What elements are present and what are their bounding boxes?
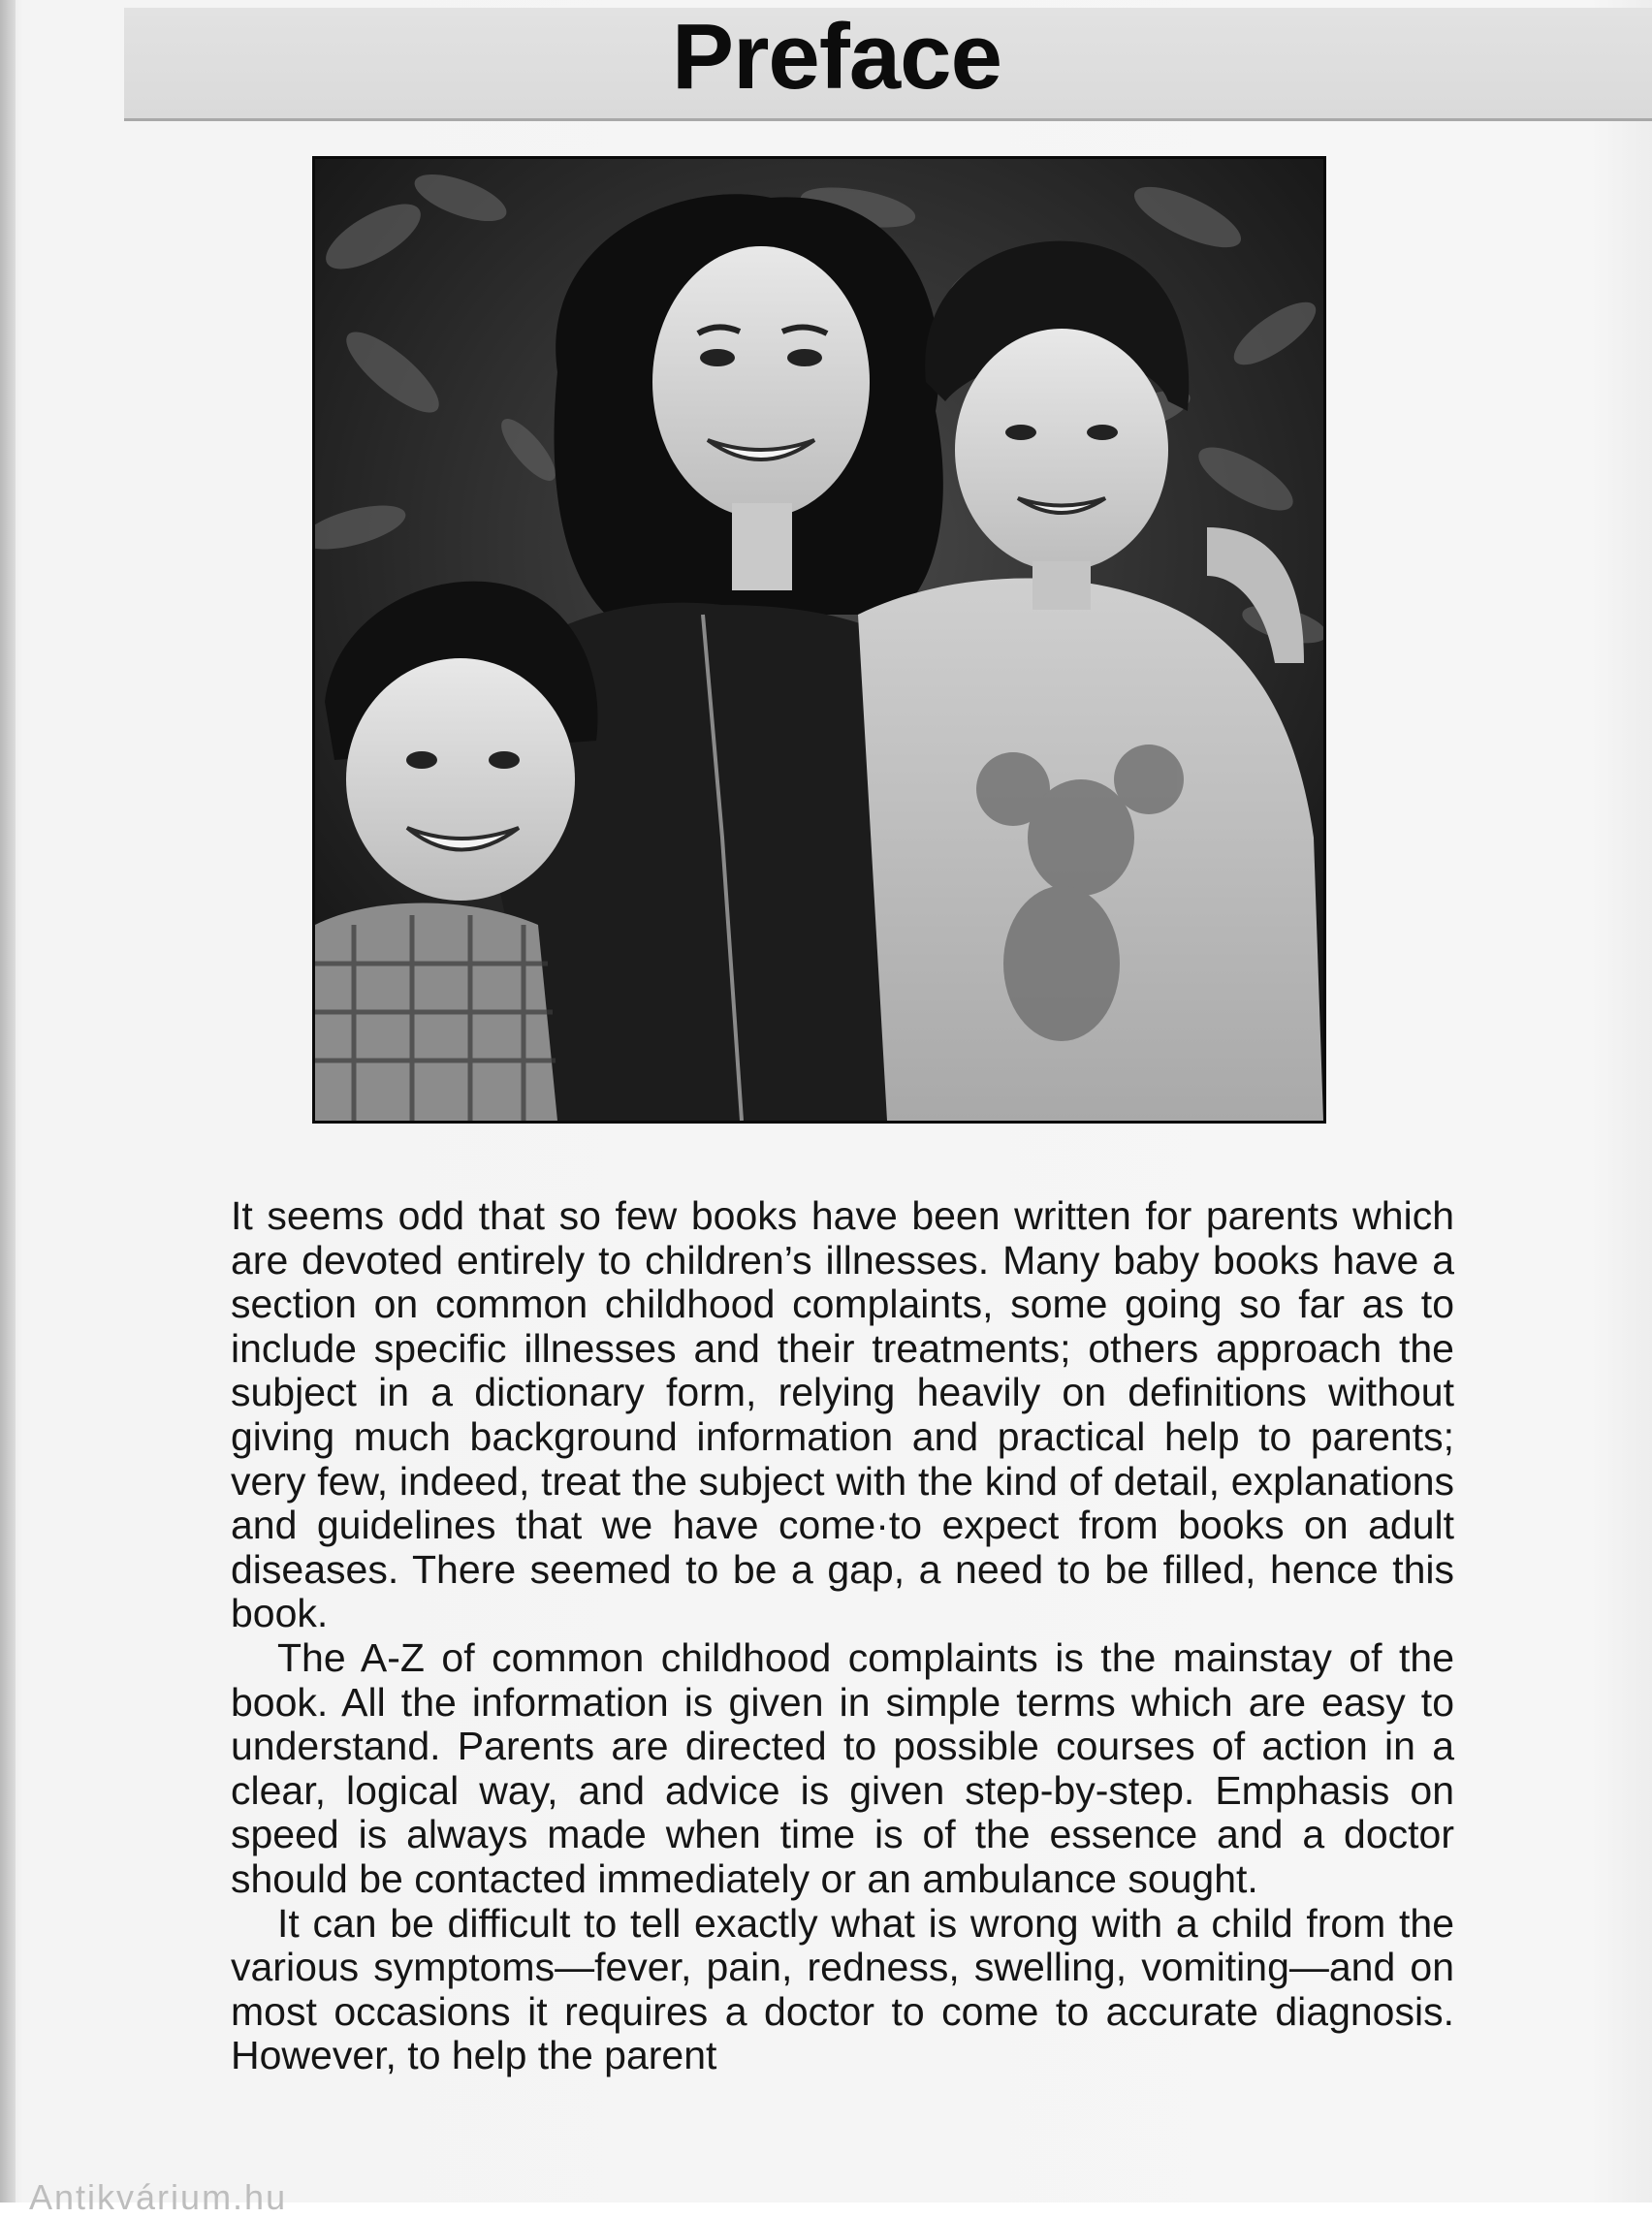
paragraph-1: It seems odd that so few books have been written for parents which are devoted entirely to children’s illnesses. Many baby books have a section on common childhood complaints, some going so far as to include specific illnesses and their treatments; others approach the subject in a dictionary form, relying heavily on definitions without giving much background information and practical help to parents; very few, indeed, treat the subject with the kind of detail, explanations and guidelines that we have come·to expect from books on adult diseases. There seemed to be a gap, a need to be filled, hence this book. — [231, 1193, 1454, 1636]
page-spine-shadow — [0, 0, 16, 2202]
paragraph-3: It can be difficult to tell exactly what is wrong with a child from the various symptoms—fever, pain, redness, swelling, vomiting—and on most occasions it requires a doctor to come to accurate diagnosis. However, to help the parent — [231, 1900, 1454, 2078]
photo-illustration — [315, 159, 1323, 1121]
paragraph-2: The A-Z of common childhood complaints is the mainstay of the book. All the information is given in simple terms which are easy to understand. Parents are directed to possible courses of action in a clear, logical way, and advice is given step-by-step. Emphasis on speed is always made when time is of the essence and a doctor should be contacted immediately or an ambulance sought. — [231, 1634, 1454, 1901]
watermark-text: Antikvárium.hu — [29, 2177, 288, 2217]
older-boy-face — [955, 329, 1168, 571]
page-title: Preface — [672, 5, 1001, 109]
woman-face — [652, 246, 870, 518]
preface-body-text — [231, 1194, 1454, 2078]
family-portrait-photo — [312, 156, 1326, 1124]
younger-boy-face — [346, 658, 575, 901]
